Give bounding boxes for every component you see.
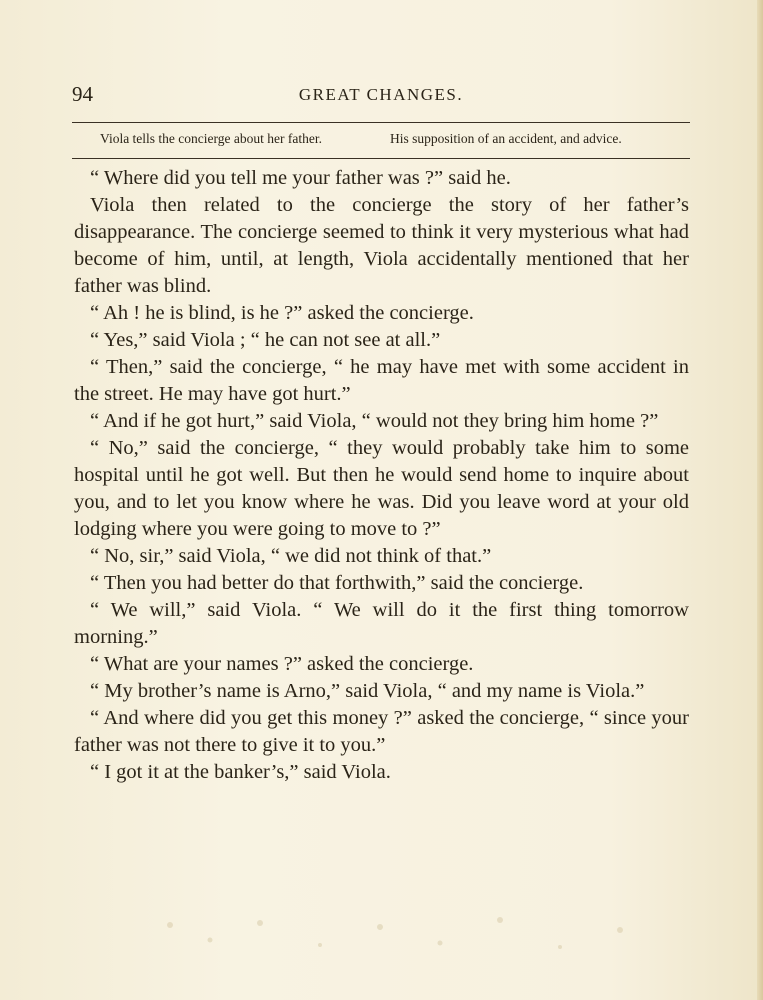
paragraph: “ And where did you get this money ?” asked the concierge, “ since your father was not there to give it to you.”: [74, 707, 689, 756]
summary-rule: [72, 158, 690, 159]
page-number: 94: [72, 82, 93, 106]
paragraph: “ We will,” said Viola. “ We will do it the first thing tomorrow morning.”: [74, 599, 689, 648]
paragraph: “ No,” said the concierge, “ they would probably take him to some hospital until he got well. But then he would send home to inquire about you, and to let you know where he was. Did you leave word at your old lodging where you were going to move to ?”: [74, 437, 689, 540]
paragraph: “ Then,” said the concierge, “ he may have met with some accident in the street. He may have got hurt.”: [74, 356, 689, 405]
page-header: [72, 82, 690, 112]
running-title: GREAT CHANGES.: [298, 85, 464, 104]
body-text: [74, 165, 689, 786]
summary-right: His supposition of an accident, and advice.: [390, 131, 622, 146]
paragraph: “ Ah ! he is blind, is he ?” asked the concierge.: [90, 302, 474, 324]
bleed-through-marks: [150, 905, 680, 965]
paragraph: “ And if he got hurt,” said Viola, “ would not they bring him home ?”: [90, 410, 659, 432]
paragraph: “ No, sir,” said Viola, “ we did not think of that.”: [90, 545, 492, 567]
page-edge: [757, 0, 763, 1000]
paragraph: Viola then related to the concierge the story of her father’s disappearance. The concierge seemed to think it very mysterious what had become of him, until, at length, Viola accidentally mentioned that her father was blind.: [74, 194, 689, 297]
paragraph: “ What are your names ?” asked the concierge.: [90, 653, 474, 675]
header-rule: [72, 122, 690, 123]
paragraph: “ Then you had better do that forthwith,” said the concierge.: [90, 572, 584, 594]
paragraph: “ Yes,” said Viola ; “ he can not see at all.”: [90, 329, 441, 351]
paragraph: “ Where did you tell me your father was ?” said he.: [90, 167, 511, 189]
paragraph: “ My brother’s name is Arno,” said Viola, “ and my name is Viola.”: [90, 680, 645, 702]
summary-left: Viola tells the concierge about her father.: [100, 131, 322, 146]
paragraph: “ I got it at the banker’s,” said Viola.: [90, 761, 391, 783]
